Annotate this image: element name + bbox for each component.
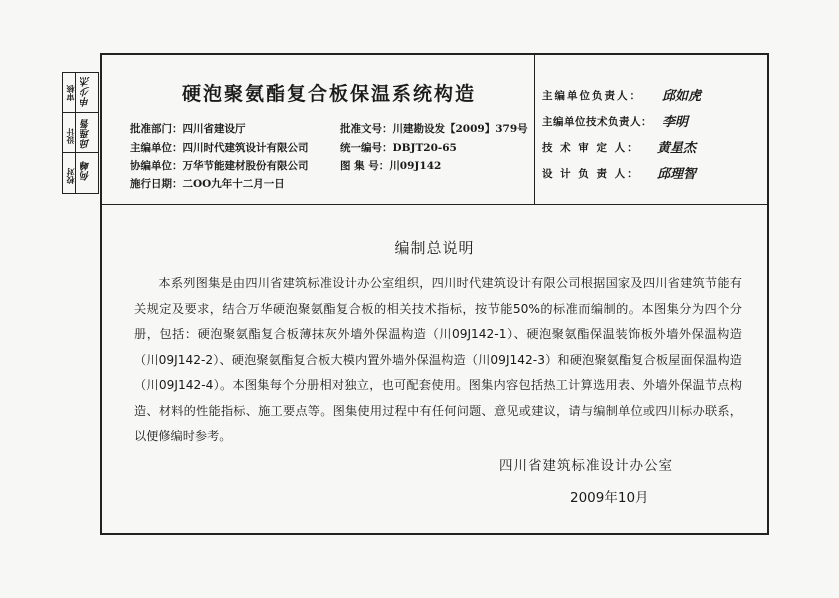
- meta-label: 协编单位：: [130, 160, 183, 172]
- resp-signature: 黄星杰: [657, 141, 697, 156]
- meta-approve-no: [340, 121, 528, 136]
- meta-label: 主编单位：: [130, 142, 183, 154]
- meta-value: 二OO九年十二月一日: [182, 178, 285, 190]
- resp-signature: 邱理智: [657, 167, 697, 182]
- meta-chief-unit: [130, 140, 309, 155]
- stamp-label-check: 校对: [65, 168, 75, 184]
- meta-approve-dept: [130, 121, 246, 136]
- meta-value: DBJT20-65: [392, 142, 457, 154]
- meta-exec-date: [130, 176, 285, 191]
- meta-label: 图 集 号：: [340, 160, 390, 172]
- meta-value: 万华节能建材股份有限公司: [182, 160, 309, 172]
- resp-design-head: 设 计 负 责 人：: [542, 168, 640, 180]
- approval-stamp: [62, 72, 99, 194]
- meta-value: 川建勘设发【2009】379号: [392, 123, 528, 135]
- meta-value: 川09J142: [389, 160, 442, 172]
- signing-organization: 四川省建筑标准设计办公室: [499, 458, 673, 474]
- stamp-signature-check: 何峰: [81, 161, 92, 181]
- drawing-sheet: [100, 53, 769, 535]
- title-block-divider: [534, 55, 535, 205]
- meta-label: 统一编号：: [340, 142, 393, 154]
- description-paragraph: 本系列图集是由四川省建筑标准设计办公室组织，四川时代建筑设计有限公司根据国家及四川省建筑节能有关规定及要求，结合万华硬泡聚氨酯复合板的相关技术指标，按节能50%的标准而编制的。本图集分为四个分册，包括：硬泡聚氨酯复合板薄抹灰外墙外保温构造（川09J142-1）、硬泡聚氨酯保温装饰板外墙外保温构造（川09J142-2）、硬泡聚氨酯复合板大模内置外墙外保温构造（川09J142-3）和硬泡聚氨酯复合板屋面保温构造（川09J142-4）。本图集每个分册相对独立，也可配套使用。图集内容包括热工计算选用表、外墙外保温节点构造、材料的性能指标、施工要点等。图集使用过程中有任何问题、意见或建议，请与编制单位或四川标办联系，以便修编时参考。: [134, 276, 742, 443]
- meta-label: 施行日期：: [130, 178, 183, 190]
- stamp-signature-design: 邱理智: [81, 119, 92, 149]
- title-block: [102, 55, 767, 205]
- stamp-signature-review: 申少杰: [81, 77, 92, 107]
- meta-label: 批准部门：: [130, 123, 183, 135]
- meta-value: 四川时代建筑设计有限公司: [182, 142, 309, 154]
- section-title: 编制总说明: [394, 239, 475, 257]
- stamp-label-review: 审核: [65, 85, 75, 101]
- resp-signature: 邱如虎: [662, 89, 702, 104]
- meta-label: 批准文号：: [340, 123, 393, 135]
- atlas-title: 硬泡聚氨酯复合板保温系统构造: [182, 83, 477, 105]
- meta-co-unit: [130, 158, 309, 173]
- meta-unified-no: [340, 140, 457, 155]
- resp-chief-unit-head: 主编单位负责人：: [542, 90, 642, 102]
- meta-value: 四川省建设厅: [182, 123, 246, 135]
- signing-date: 2009年10月: [570, 490, 649, 506]
- resp-tech-approver: 技 术 审 定 人：: [542, 142, 640, 154]
- meta-atlas-no: [340, 158, 441, 173]
- stamp-label-design: 设计: [65, 128, 75, 144]
- resp-tech-head: 主编单位技术负责人：: [542, 116, 652, 128]
- resp-signature: 李明: [662, 115, 689, 130]
